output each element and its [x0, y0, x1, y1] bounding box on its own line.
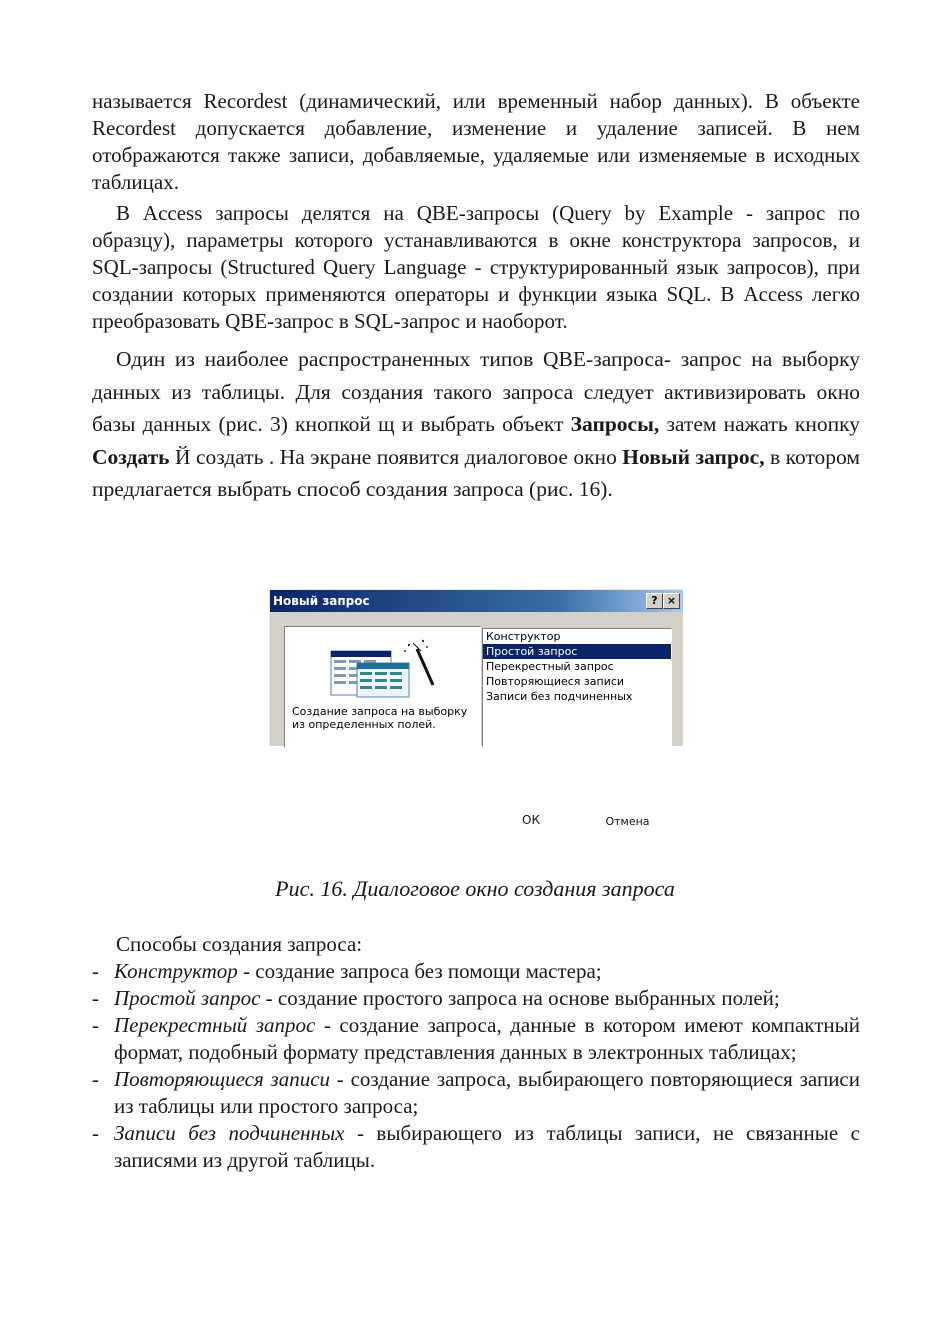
p3-bold-new-query: Новый запрос,: [622, 444, 765, 469]
help-button[interactable]: ?: [646, 593, 663, 609]
list-item-crosstab-query[interactable]: Перекрестный запрос: [486, 660, 614, 673]
list-item-simple-query[interactable]: Простой запрос: [483, 644, 671, 659]
paragraph-query-types: В Access запросы делятся на QBE-запросы (Query by Example - запрос по образцу), параметры которого устанавливаются в окне конструктора запросов, и SQL-запросы (Structured Query Language - структурированный язык запросов), при создании которых применяются операторы и функции языка SQL. В Access легко преобразовать QBE-запрос в SQL-запрос и наоборот.: [92, 201, 860, 333]
close-button[interactable]: ×: [663, 593, 680, 609]
figure-caption: Рис. 16. Диалоговое окно создания запроса: [275, 876, 675, 901]
list-item: [92, 1012, 860, 1066]
method-desc: - создание запроса без помощи мастера;: [237, 959, 602, 983]
ok-button[interactable]: ОК: [522, 813, 540, 827]
p3-text-a: Один из наиболее распространенных типов QBE-запроса- запрос на выборку данных из таблицы. Для создания такого запроса следует активизировать окно базы данных (рис. 3) кнопкой щ и выбрать объект: [92, 347, 860, 436]
method-term: Повторяющиеся записи: [114, 1067, 331, 1091]
method-term: Записи без подчиненных: [114, 1121, 345, 1145]
p3-text-c: затем нажать кнопку: [659, 412, 860, 436]
list-item-unmatched-records[interactable]: Записи без подчиненных: [486, 690, 633, 703]
method-desc: - выбирающего из таблицы записи, не связанные с записями из другой таблицы.: [114, 1121, 860, 1172]
query-methods-section: [92, 930, 860, 1174]
p3-bold-queries: Запросы,: [570, 412, 660, 436]
query-type-list[interactable]: [482, 628, 672, 747]
list-item: [92, 958, 860, 985]
list-item-duplicate-records[interactable]: Повторяющиеся записи: [486, 675, 625, 688]
preview-panel: [284, 626, 481, 748]
new-query-dialog-figure: [269, 589, 682, 747]
list-item: [92, 985, 860, 1012]
method-desc: - создание запроса, данные в котором имеют компактный формат, подобный формату представления данных в электронных таблицах;: [114, 1013, 860, 1064]
new-query-dialog: [269, 589, 683, 746]
list-item: [92, 1120, 860, 1174]
dialog-titlebar: [270, 590, 683, 612]
body-text: [92, 88, 860, 506]
p3-text-e: Й создать . На экране появится диалоговое окно: [169, 444, 623, 469]
dialog-title: Новый запрос: [273, 594, 370, 608]
method-term: Конструктор: [114, 959, 238, 983]
methods-title: Способы создания запроса:: [116, 932, 363, 956]
list-item: [92, 1066, 860, 1120]
method-term: Перекрестный запрос: [114, 1013, 316, 1037]
query-wizard-icon: [329, 637, 459, 699]
method-desc: - создание простого запроса на основе выбранных полей;: [260, 986, 780, 1010]
cancel-button[interactable]: Отмена: [605, 815, 650, 828]
dialog-description: Создание запроса на выборку из определенных полей.: [292, 705, 468, 731]
p3-text-g: в котором предлагается выбрать способ создания запроса (рис. 16).: [92, 444, 861, 501]
method-term: Простой запрос: [114, 986, 261, 1010]
method-desc: - создание запроса, выбирающего повторяющиеся записи из таблицы или простого запроса;: [114, 1067, 860, 1118]
paragraph-recordest: называется Recordest (динамический, или временный набор данных). В объекте Recordest допускается добавление, изменение и удаление записей. В нем отображаются также записи, добавляемые, удаляемые или изменяемые в исходных таблицах.: [92, 89, 860, 194]
paragraph-qbe-select: [92, 343, 860, 506]
list-item-constructor[interactable]: Конструктор: [486, 630, 561, 643]
p3-bold-create: Создать: [92, 444, 170, 469]
methods-list: [92, 958, 860, 1174]
